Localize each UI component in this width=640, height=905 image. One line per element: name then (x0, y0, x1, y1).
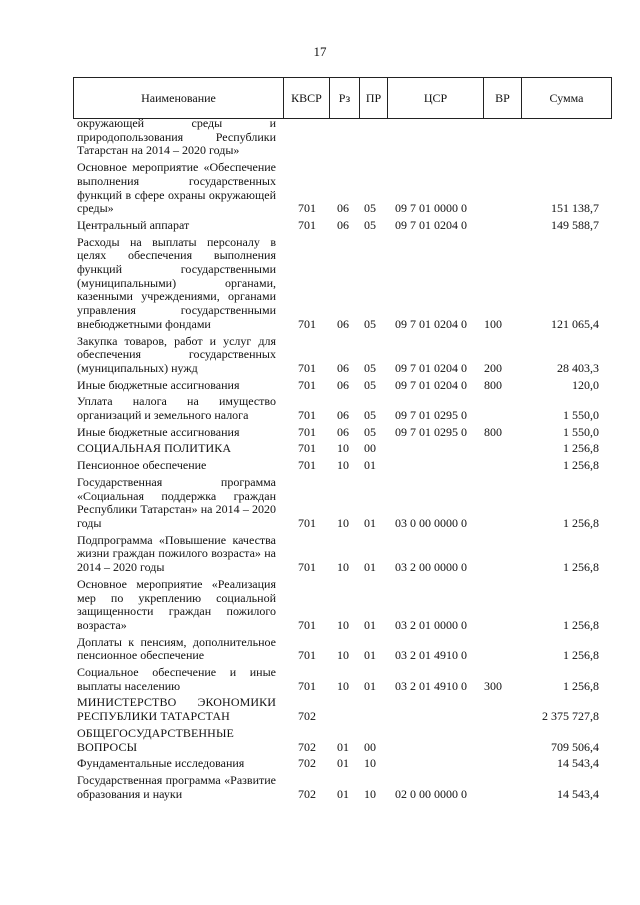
cell-sum: 14 543,4 (557, 756, 599, 771)
cell-sum: 1 256,8 (563, 648, 599, 663)
cell-kvsr: 701 (298, 316, 316, 331)
cell-kvsr: 702 (298, 786, 316, 801)
row-name: Иные бюджетные ассигнования (77, 377, 240, 392)
table-body (73, 117, 613, 801)
cell-rz: 06 (337, 360, 349, 375)
cell-rz: 01 (337, 756, 349, 771)
cell-sum: 28 403,3 (557, 360, 599, 375)
cell-rz: 10 (337, 515, 349, 530)
cell-rz: 10 (337, 678, 349, 693)
page-number: 17 (313, 44, 327, 59)
cell-rz: 10 (337, 617, 349, 632)
table-row (73, 219, 613, 233)
cell-sum: 2 375 727,8 (542, 709, 599, 724)
cell-rz: 10 (337, 441, 349, 456)
cell-sum: 1 550,0 (563, 408, 599, 423)
cell-pr: 00 (364, 739, 376, 754)
header-kvsr: КВСР (284, 78, 330, 118)
cell-rz: 06 (337, 424, 349, 439)
cell-csr: 03 2 01 4910 0 (395, 678, 467, 693)
cell-vr: 800 (484, 424, 502, 439)
cell-kvsr: 701 (298, 617, 316, 632)
header-name: Наименование (74, 78, 284, 118)
table-row (73, 578, 613, 633)
cell-kvsr: 701 (298, 424, 316, 439)
cell-pr: 10 (364, 756, 376, 771)
cell-csr: 09 7 01 0295 0 (395, 408, 467, 423)
row-name: МИНИСТЕРСТВО ЭКОНОМИКИ РЕСПУБЛИКИ ТАТАРСТАН (77, 695, 276, 724)
cell-csr: 09 7 01 0204 0 (395, 377, 467, 392)
cell-csr: 02 0 00 0000 0 (395, 786, 467, 801)
table-row (73, 534, 613, 575)
cell-rz: 10 (337, 648, 349, 663)
row-name: Государственная программа «Развитие образования и науки (77, 772, 276, 801)
cell-pr: 01 (364, 515, 376, 530)
table-row (73, 459, 613, 473)
cell-sum: 1 256,8 (563, 441, 599, 456)
cell-vr: 800 (484, 377, 502, 392)
cell-vr: 300 (484, 678, 502, 693)
cell-kvsr: 701 (298, 441, 316, 456)
cell-pr: 05 (364, 408, 376, 423)
cell-pr: 01 (364, 648, 376, 663)
cell-kvsr: 701 (298, 515, 316, 530)
table-row (73, 727, 613, 754)
table-row (73, 379, 613, 393)
cell-csr: 03 2 00 0000 0 (395, 560, 467, 575)
cell-sum: 1 256,8 (563, 678, 599, 693)
cell-kvsr: 701 (298, 201, 316, 216)
row-name: ОБЩЕГОСУДАРСТВЕННЫЕ ВОПРОСЫ (77, 725, 234, 754)
table-row (73, 117, 613, 158)
row-name: Основное мероприятие «Реализация мер по укреплению социальной защищенности граждан пожилого возраста» (77, 576, 276, 632)
header-rz: Рз (330, 78, 360, 118)
cell-pr: 05 (364, 217, 376, 232)
table-row (73, 161, 613, 216)
cell-kvsr: 701 (298, 648, 316, 663)
table-row (73, 335, 613, 376)
cell-sum: 121 065,4 (551, 316, 599, 331)
cell-sum: 14 543,4 (557, 786, 599, 801)
cell-csr: 03 2 01 0000 0 (395, 617, 467, 632)
header-pr: ПР (360, 78, 388, 118)
cell-sum: 120,0 (572, 377, 599, 392)
cell-sum: 149 588,7 (551, 217, 599, 232)
cell-kvsr: 701 (298, 408, 316, 423)
cell-rz: 06 (337, 316, 349, 331)
cell-pr: 05 (364, 424, 376, 439)
cell-pr: 01 (364, 617, 376, 632)
cell-sum: 1 256,8 (563, 458, 599, 473)
cell-vr: 200 (484, 360, 502, 375)
cell-pr: 10 (364, 786, 376, 801)
row-name: Закупка товаров, работ и услуг для обеспечения государственных (муниципальных) нужд (77, 333, 276, 375)
table-row (73, 696, 613, 723)
row-name: Социальное обеспечение и иные выплаты населению (77, 665, 276, 693)
cell-pr: 01 (364, 458, 376, 473)
row-name: Пенсионное обеспечение (77, 458, 207, 473)
cell-csr: 09 7 01 0295 0 (395, 424, 467, 439)
header-sum: Сумма (522, 78, 612, 118)
cell-sum: 1 256,8 (563, 515, 599, 530)
cell-rz: 01 (337, 786, 349, 801)
row-name: Фундаментальные исследования (77, 756, 245, 771)
cell-rz: 06 (337, 377, 349, 392)
cell-kvsr: 701 (298, 678, 316, 693)
header-csr: ЦСР (388, 78, 484, 118)
table-row (73, 426, 613, 440)
cell-kvsr: 701 (298, 217, 316, 232)
cell-pr: 01 (364, 560, 376, 575)
table-header (73, 77, 612, 119)
cell-kvsr: 701 (298, 377, 316, 392)
cell-rz: 06 (337, 408, 349, 423)
cell-csr: 03 0 00 0000 0 (395, 515, 467, 530)
cell-rz: 10 (337, 560, 349, 575)
table-row (73, 636, 613, 663)
row-name: окружающей среды и природопользования Республики Татарстан на 2014 – 2020 годы» (77, 116, 276, 158)
row-name: Подпрограмма «Повышение качества жизни граждан пожилого возраста» на 2014 – 2020 годы (77, 532, 276, 575)
cell-csr: 09 7 01 0204 0 (395, 316, 467, 331)
cell-pr: 05 (364, 377, 376, 392)
row-name: Основное мероприятие «Обеспечение выполнения государственных функций в сфере охраны окружающей среды» (77, 160, 276, 216)
table-row (73, 395, 613, 422)
cell-csr: 09 7 01 0000 0 (395, 201, 467, 216)
table-row (73, 757, 613, 771)
cell-rz: 01 (337, 739, 349, 754)
cell-rz: 06 (337, 201, 349, 216)
cell-rz: 06 (337, 217, 349, 232)
cell-pr: 00 (364, 441, 376, 456)
header-vr: ВР (484, 78, 522, 118)
cell-vr: 100 (484, 316, 502, 331)
table-row (73, 442, 613, 456)
cell-kvsr: 702 (298, 739, 316, 754)
row-name: Центральный аппарат (77, 217, 190, 232)
cell-sum: 709 506,4 (551, 739, 599, 754)
cell-rz: 10 (337, 458, 349, 473)
cell-kvsr: 702 (298, 756, 316, 771)
row-name: Иные бюджетные ассигнования (77, 424, 240, 439)
row-name: Расходы на выплаты персоналу в целях обеспечения выполнения функций государственными (муниципальными) органами, казенными учреждениями, органами управления государственными внебюджетными фондами (77, 234, 276, 331)
row-name: Государственная программа «Социальная поддержка граждан Республики Татарстан» на 2014 – 2020 годы (77, 474, 276, 530)
row-name: Уплата налога на имущество организаций и земельного налога (77, 394, 276, 423)
table-row (73, 774, 613, 801)
cell-pr: 01 (364, 678, 376, 693)
row-name: Доплаты к пенсиям, дополнительное пенсионное обеспечение (77, 634, 276, 663)
cell-csr: 03 2 01 4910 0 (395, 648, 467, 663)
cell-pr: 05 (364, 201, 376, 216)
table-row (73, 476, 613, 531)
cell-sum: 151 138,7 (551, 201, 599, 216)
cell-sum: 1 256,8 (563, 560, 599, 575)
cell-kvsr: 701 (298, 560, 316, 575)
cell-sum: 1 256,8 (563, 617, 599, 632)
cell-pr: 05 (364, 316, 376, 331)
cell-csr: 09 7 01 0204 0 (395, 360, 467, 375)
table-row (73, 666, 613, 693)
row-name: СОЦИАЛЬНАЯ ПОЛИТИКА (77, 441, 232, 456)
cell-csr: 09 7 01 0204 0 (395, 217, 467, 232)
cell-kvsr: 702 (298, 709, 316, 724)
cell-pr: 05 (364, 360, 376, 375)
cell-sum: 1 550,0 (563, 424, 599, 439)
cell-kvsr: 701 (298, 458, 316, 473)
table-row (73, 236, 613, 332)
cell-kvsr: 701 (298, 360, 316, 375)
